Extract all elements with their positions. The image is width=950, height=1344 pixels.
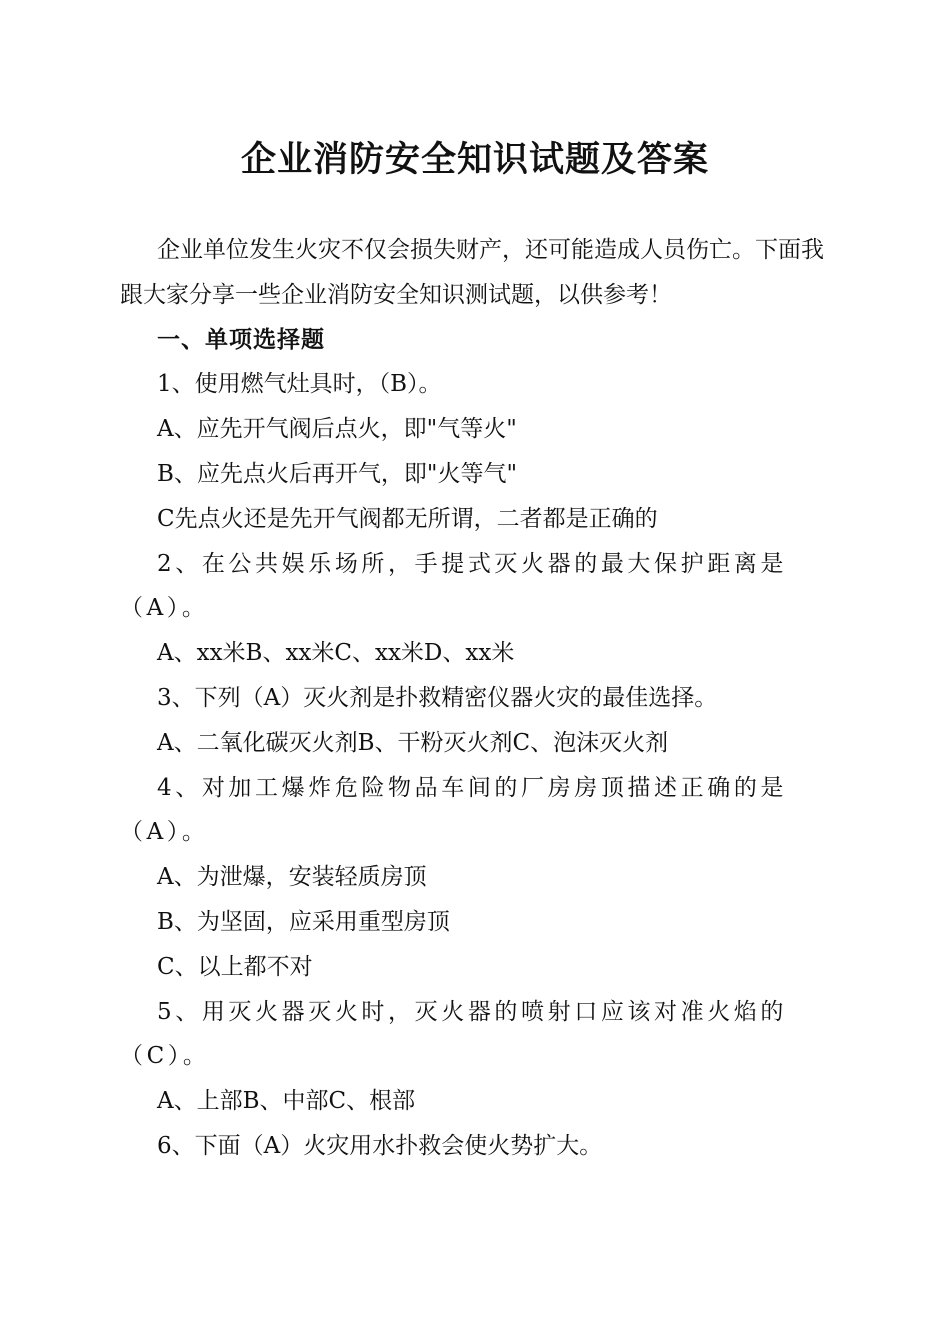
question-1-option-a: A、应先开气阀后点火，即"气等火" [157, 416, 517, 443]
question-4: 4、对加工爆炸危险物品车间的厂房房顶描述正确的是（A）。 [120, 774, 788, 846]
question-2: 2、在公共娱乐场所，手提式灭火器的最大保护距离是（A）。 [120, 550, 788, 622]
question-5-options: A、上部B、中部C、根部 [157, 1088, 416, 1115]
question-4-option-a: A、为泄爆，安装轻质房顶 [157, 864, 427, 891]
question-3: 3、下列（A）灭火剂是扑救精密仪器火灾的最佳选择。 [157, 684, 718, 711]
document-body [120, 228, 824, 1169]
question-2-options: A、xx米B、xx米C、xx米D、xx米 [157, 640, 515, 667]
question-5: 5、用灭火器灭火时，灭火器的喷射口应该对准火焰的（C）。 [120, 998, 788, 1070]
section-heading: 一、单项选择题 [157, 326, 325, 353]
intro-paragraph: 企业单位发生火灾不仅会损失财产，还可能造成人员伤亡。下面我跟大家分享一些企业消防安全知识测试题，以供参考！ [120, 237, 824, 308]
question-1: 1、使用燃气灶具时，（B）。 [157, 371, 442, 398]
question-3-options: A、二氧化碳灭火剂B、干粉灭火剂C、泡沫灭火剂 [157, 729, 669, 756]
question-1-option-c: C先点火还是先开气阀都无所谓，二者都是正确的 [157, 505, 658, 532]
question-1-option-b: B、应先点火后再开气，即"火等气" [157, 460, 518, 487]
question-6: 6、下面（A）火灾用水扑救会使火势扩大。 [157, 1132, 603, 1159]
page-title: 企业消防安全知识试题及答案 [240, 139, 709, 180]
question-4-option-b: B、为坚固，应采用重型房顶 [157, 908, 450, 935]
question-4-option-c: C、以上都不对 [157, 953, 313, 980]
